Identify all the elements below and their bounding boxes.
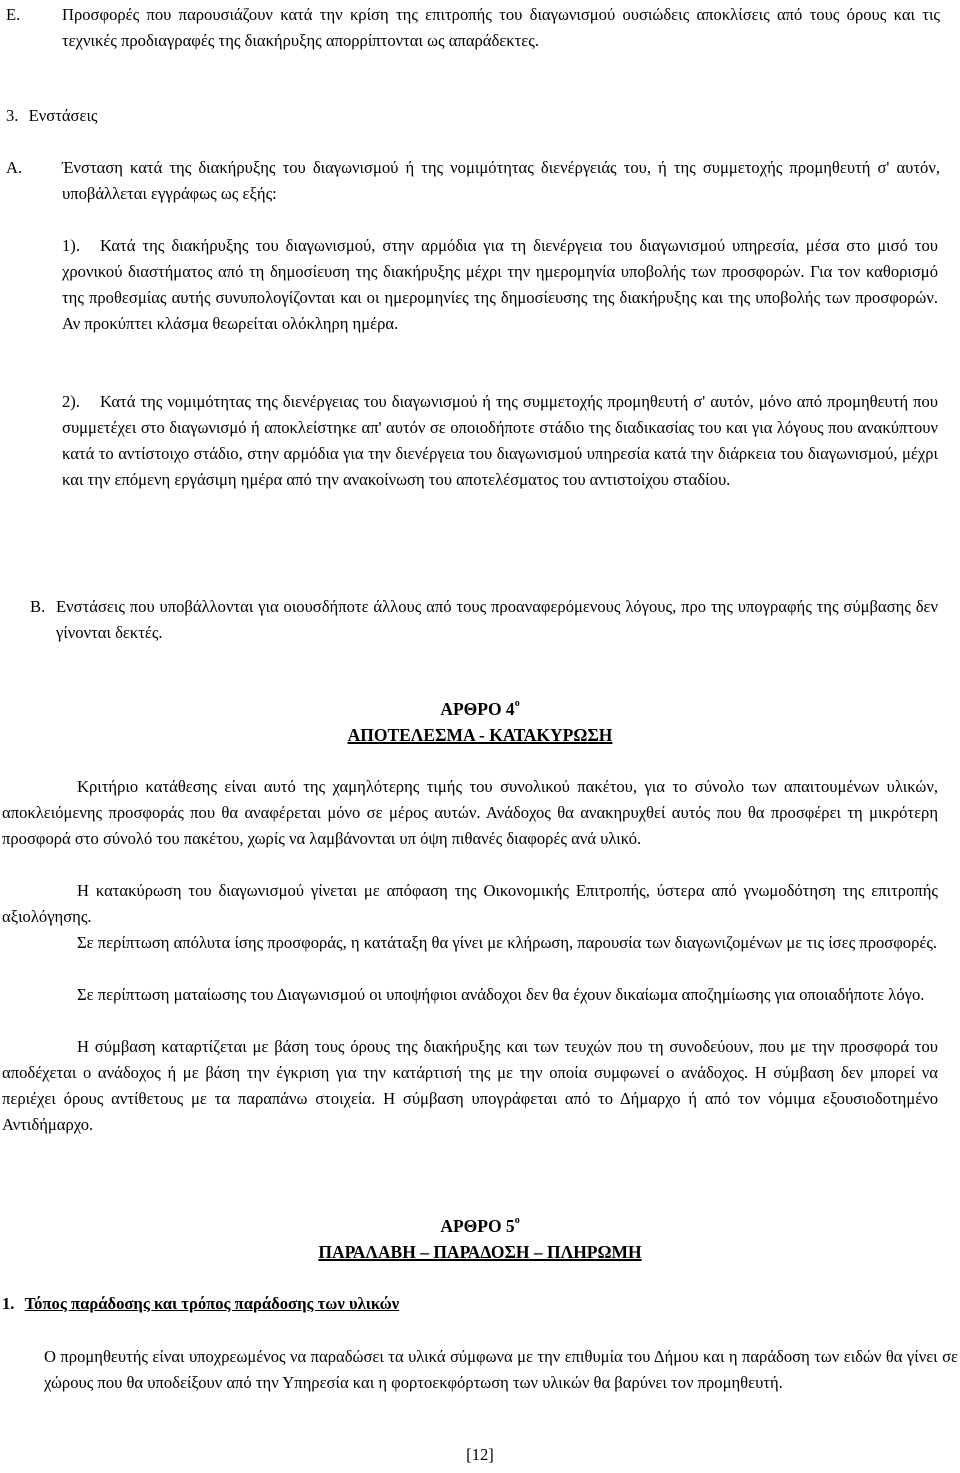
section-e-text: Προσφορές που παρουσιάζουν κατά την κρίση της επιτροπής του διαγωνισμού ουσιώδεις αποκλίσεις από τους όρους και τις τεχνικές προδιαγραφές της διακήρυξης απορρίπτονται ως απαράδεκτες. xyxy=(62,5,940,50)
article5-section1-title: Τόπος παράδοσης και τρόπος παράδοσης των υλικών xyxy=(24,1294,400,1313)
article4-paragraph-4: Σε περίπτωση ματαίωσης του Διαγωνισμού οι υποψήφιοι ανάδοχοι δεν θα έχουν δικαίωμα αποζημίωσης για οποιαδήποτε λόγο. xyxy=(77,985,925,1004)
article5-title-text: ΑΡΘΡΟ 5 xyxy=(440,1216,515,1236)
item-a1-label: 1). xyxy=(62,236,80,255)
item-a1-text: Κατά της διακήρυξης του διαγωνισμού, στην αρμόδια για τη διενέργεια του διαγωνισμού υπηρεσία, μέσα στο μισό του χρονικού διαστήματος από τη δημοσίευση της διακήρυξης μέχρι την ημερομηνία υποβολής των προσφορών. Για τον καθορισμό της προθεσμίας αυτής συνυπολογίζονται και οι ημερομηνίες της δημοσίευσης της διακήρυξης και της υποβολής των προσφορών. Αν προκύπτει κλάσμα θεωρείται ολόκληρη ημέρα. xyxy=(62,236,938,333)
item-a2-label: 2). xyxy=(62,392,80,411)
section-3-heading xyxy=(6,103,406,129)
item-a2 xyxy=(62,389,938,493)
section-e-label: Ε. xyxy=(6,5,21,24)
section-3-title: Ενστάσεις xyxy=(28,106,98,125)
article4-title xyxy=(0,696,960,722)
article5-section1-heading xyxy=(2,1291,399,1317)
article5-section1-label: 1. xyxy=(2,1294,15,1313)
article5-subtitle xyxy=(0,1239,960,1265)
article4-title-sup: ο xyxy=(514,698,520,710)
article4-paragraph-3: Σε περίπτωση απόλυτα ίσης προσφοράς, η κατάταξη θα γίνει με κλήρωση, παρουσία των διαγωνιζομένων με τις ίσες προσφορές. xyxy=(77,933,938,952)
article5-title xyxy=(0,1213,960,1239)
article4-subtitle-text: ΑΠΟΤΕΛΕΣΜΑ - ΚΑΤΑΚΥΡΩΣΗ xyxy=(347,725,613,745)
item-a-text: Ένσταση κατά της διακήρυξης του διαγωνισμού ή της νομιμότητας διενέργειάς του, ή της συμμετοχής προμηθευτή σ' αυτόν, υποβάλλεται εγγράφως ως εξής: xyxy=(62,158,940,203)
article4-paragraph-2: Η κατακύρωση του διαγωνισμού γίνεται με απόφαση της Οικονομικής Επιτροπής, ύστερα από γνωμοδότηση της επιτροπής αξιολόγησης. xyxy=(2,881,938,926)
article4-paragraph-5: Η σύμβαση καταρτίζεται με βάση τους όρους της διακήρυξης και των τευχών που τη συνοδεύουν, που με την προσφορά του αποδέχεται ο ανάδοχος ή με βάση την έγκριση για την κατάρτισή της με την οποία συμφωνεί ο ανάδοχος. Η σύμβαση δεν μπορεί να περιέχει όρους αντίθετους με τα παραπάνω στοιχεία. Η σύμβαση υπογράφεται από το Δήμαρχο ή από τον νόμιμα εξουσιοδοτημένο Αντιδήμαρχο. xyxy=(2,1037,938,1134)
item-b-label: Β. xyxy=(30,597,46,616)
article5-title-sup: ο xyxy=(514,1215,520,1227)
article4-subtitle xyxy=(0,722,960,748)
article4-title-text: ΑΡΘΡΟ 4 xyxy=(440,699,515,719)
item-b xyxy=(30,594,938,646)
section-e xyxy=(0,2,940,54)
item-a xyxy=(6,155,940,207)
section-3-label: 3. xyxy=(6,106,19,125)
article5-subtitle-text: ΠΑΡΑΛΑΒΗ – ΠΑΡΑΔΟΣΗ – ΠΛΗΡΩΜΗ xyxy=(318,1242,642,1262)
article4-paragraph-1: Κριτήριο κατάθεσης είναι αυτό της χαμηλότερης τιμής του συνολικού πακέτου, για το σύνολο των απαιτουμένων υλικών, αποκλειόμενης προσφοράς που θα αναφέρεται μόνο σε μέρος αυτών. Ανάδοχος θα ανακηρυχθεί αυτός που θα προσφέρει τη μικρότερη προσφορά στο σύνολό του πακέτου, χωρίς να λαμβάνονται υπ όψη πιθανές διαφορές ανά υλικό. xyxy=(2,777,938,848)
item-b-text: Ενστάσεις που υποβάλλονται για οιουσδήποτε άλλους από τους προαναφερόμενους λόγους, προ της υπογραφής της σύμβασης δεν γίνονται δεκτές. xyxy=(56,597,938,642)
page-number: [12] xyxy=(466,1445,494,1464)
item-a2-text: Κατά της νομιμότητας της διενέργειας του διαγωνισμού ή της συμμετοχής προμηθευτή σ' αυτόν, μόνο από προμηθευτή που συμμετέχει στο διαγωνισμό ή αποκλείστηκε απ' αυτόν σε οποιοδήποτε στάδιο της διαδικασίας του και για λόγους που ανακύπτουν κατά το αντίστοιχο στάδιο, στην αρμόδια για την διενέργεια του διαγωνισμού υπηρεσία κατά την διάρκεια του διαγωνισμού, μέχρι και την επόμενη εργάσιμη ημέρα από την ανακοίνωση του αποτελέσματος του αντιστοίχου σταδίου. xyxy=(62,392,938,489)
article5-paragraph: Ο προμηθευτής είναι υποχρεωμένος να παραδώσει τα υλικά σύμφωνα με την επιθυμία του Δήμου και η παράδοση των ειδών θα γίνει σε χώρους που θα υποδείξουν από την Υπηρεσία και η φορτοεκφόρτωση των υλικών θα βαρύνει τον προμηθευτή. xyxy=(44,1347,958,1392)
item-a-label: Α. xyxy=(6,158,23,177)
item-a1 xyxy=(62,233,938,337)
